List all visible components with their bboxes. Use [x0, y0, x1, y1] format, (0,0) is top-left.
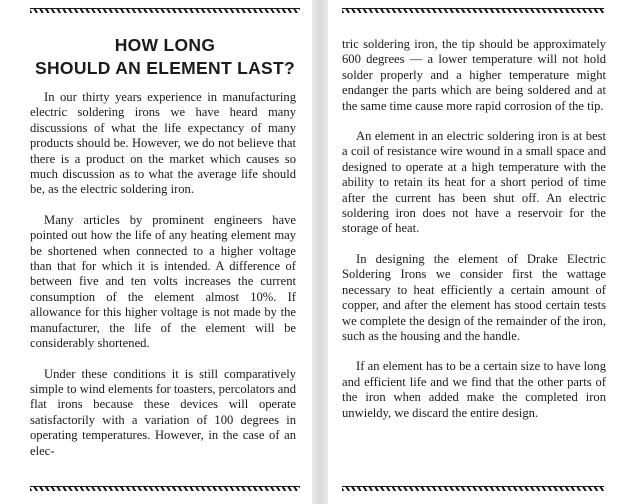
page-gutter — [312, 0, 328, 504]
right-body-text — [342, 37, 606, 436]
left-body-text — [30, 90, 296, 474]
article-title — [30, 34, 300, 80]
bottom-decorative-rule — [30, 486, 300, 491]
paragraph: If an element has to be a certain size to have long and efficient life and we find that the other parts of the iron when added make the completed iron unwieldy, we discard the entire design. — [342, 359, 606, 420]
paragraph: In designing the element of Drake Electric Soldering Irons we consider first the wattage necessary to heat efficiently a certain amount of copper, and after the element has stood certain tests we complete the design of the remainder of the iron, such as the housing and the handle. — [342, 251, 606, 343]
paragraph: In our thirty years experience in manufacturing electric soldering irons we have heard many discussions of what the life expectancy of many products should be. However, we do not believe that there is a product on the market which causes so much discussion as to what the average life should be, as the electric soldering iron. — [30, 90, 296, 197]
paragraph: An element in an electric soldering iron is at best a coil of resistance wire wound in a small space and designed to operate at a high temperature with the ability to retain its heat for a short period of time after the current has been shut off. An electric soldering iron does not have a reservoir for the storage of heat. — [342, 129, 606, 236]
paragraph: Under these conditions it is still comparatively simple to wind elements for toasters, percolators and flat irons because these devices will operate satisfactorily with a variation of 100 degrees in operating temperatures. However, in the case of an elec- — [30, 366, 296, 458]
paragraph: Many articles by prominent engineers have pointed out how the life of any heating element may be shortened when connected to a higher voltage than that for which it is intended. A difference of between five and ten volts increases the current consumption of the element almost 10%. If allowance for this higher voltage is not made by the manufacturer, the life of the element will be considerably shortened. — [30, 212, 296, 351]
title-line-2: SHOULD AN ELEMENT LAST? — [35, 58, 295, 78]
paragraph: tric soldering iron, the tip should be approximately 600 degrees — a lower temperature will not hold solder properly and a higher temperature might endanger the parts which are being soldered and at the same time cause more rapid corrosion of the tip. — [342, 37, 606, 113]
bottom-decorative-rule — [342, 486, 604, 491]
top-decorative-rule — [30, 8, 300, 13]
right-page — [328, 0, 640, 504]
title-line-1: HOW LONG — [114, 35, 216, 55]
left-page — [0, 0, 312, 504]
top-decorative-rule — [342, 8, 604, 13]
